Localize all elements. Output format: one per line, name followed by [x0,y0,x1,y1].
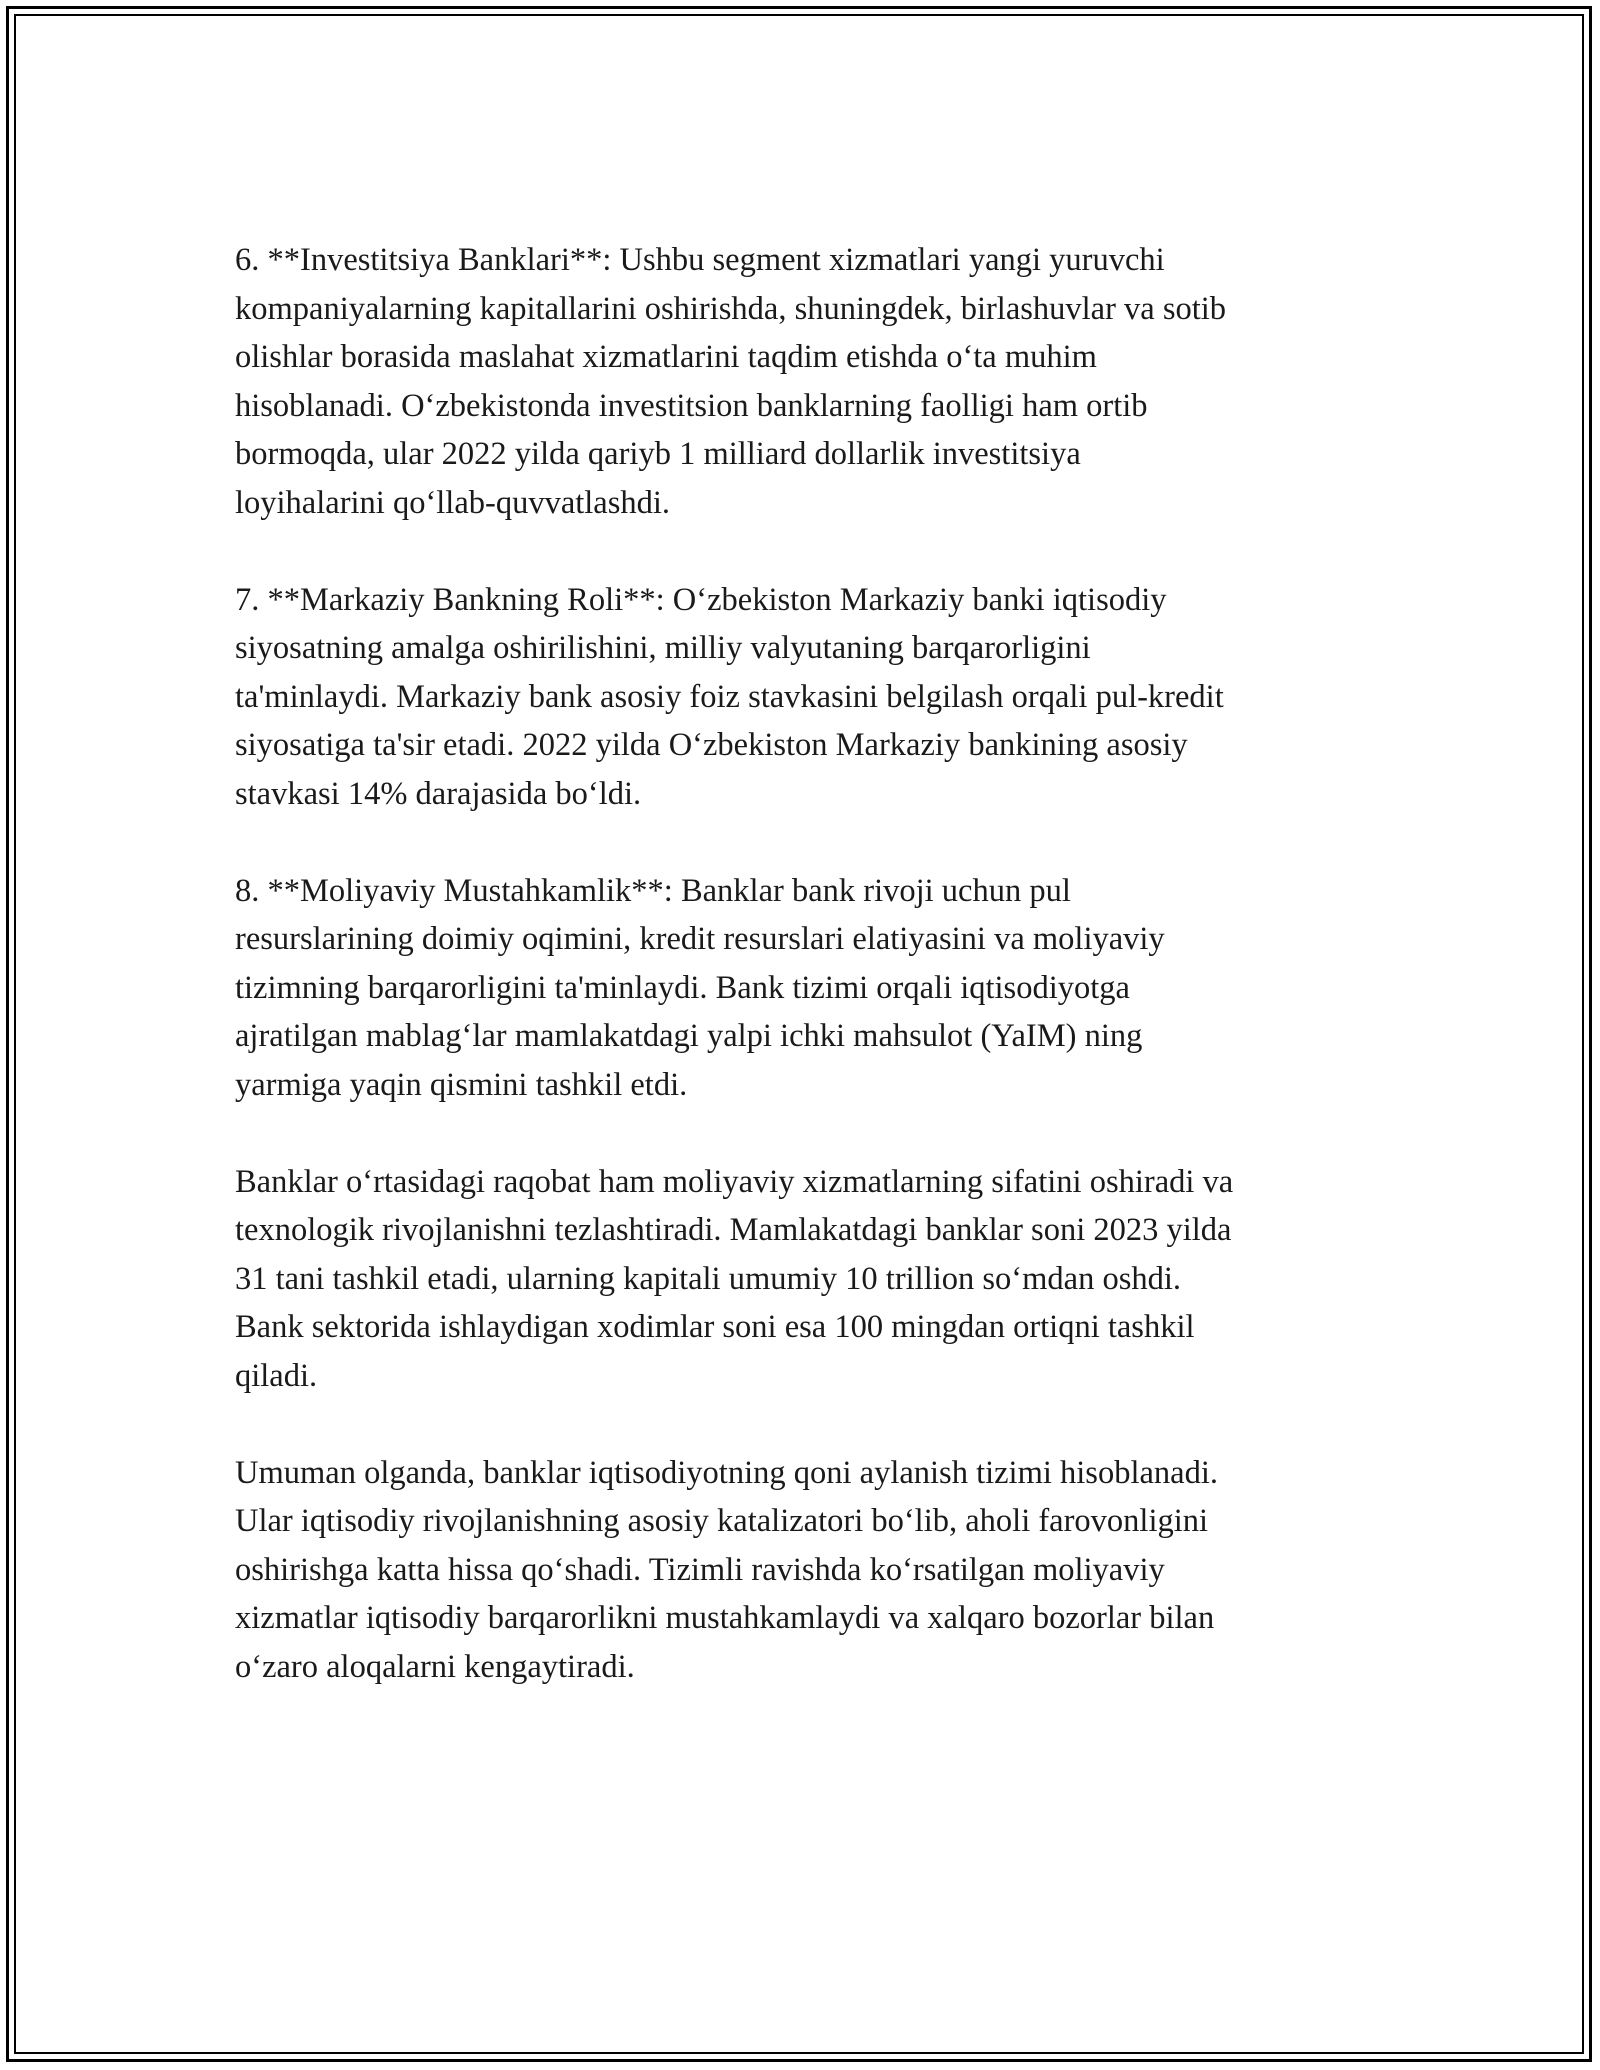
paragraph-financial-stability: 8. **Moliyaviy Mustahkamlik**: Banklar bank rivoji uchun pul resurslarining doimiy oqimini, kredit resurslari elatiyasini va moliyaviy tizimning barqarorligini ta'minlaydi. Bank tizimi orqali iqtisodiyotga ajratilgan mablag‘lar mamlakatdagi yalpi ichki mahsulot (YaIM) ning yarmiga yaqin qismini tashkil etdi. [235,872,1165,1103]
paragraph-investment-banks: 6. **Investitsiya Banklari**: Ushbu segment xizmatlari yangi yuruvchi kompaniyalarning kapitallarini oshirishda, shuningdek, birlashuvlar va sotib olishlar borasida maslahat xizmatlarini taqdim etishda o‘ta muhim hisoblanadi. O‘zbekistonda investitsion banklarning faolligi ham ortib bormoqda, ular 2022 yilda qariyb 1 milliard dollarlik investitsiya loyihalarini qo‘llab-quvvatlashdi. [235,242,1227,521]
paragraph-bank-competition: Banklar o‘rtasidagi raqobat ham moliyaviy xizmatlarning sifatini oshiradi va texnologik rivojlanishni tezlashtiradi. Mamlakatdagi banklar soni 2023 yilda 31 tani tashkil etadi, ularning kapitali umumiy 10 trillion so‘mdan oshdi. Bank sektorida ishlaydigan xodimlar soni esa 100 mingdan ortiqni tashkil qiladi. [235,1163,1234,1394]
paragraph-central-bank-role: 7. **Markaziy Bankning Roli**: O‘zbekiston Markaziy banki iqtisodiy siyosatning amalga oshirilishini, milliy valyutaning barqarorligini ta'minlaydi. Markaziy bank asosiy foiz stavkasini belgilash orqali pul-kredit siyosatiga ta'sir etadi. 2022 yilda O‘zbekiston Markaziy bankining asosiy stavkasi 14% darajasida bo‘ldi. [235,581,1224,812]
document-body [235,236,1365,1740]
paragraph-conclusion: Umuman olganda, banklar iqtisodiyotning qoni aylanish tizimi hisoblanadi. Ular iqtisodiy rivojlanishning asosiy katalizatori bo‘lib, aholi farovonligini oshirishga katta hissa qo‘shadi. Tizimli ravishda ko‘rsatilgan moliyaviy xizmatlar iqtisodiy barqarorlikni mustahkamlaydi va xalqaro bozorlar bilan o‘zaro aloqalarni kengaytiradi. [235,1454,1218,1685]
